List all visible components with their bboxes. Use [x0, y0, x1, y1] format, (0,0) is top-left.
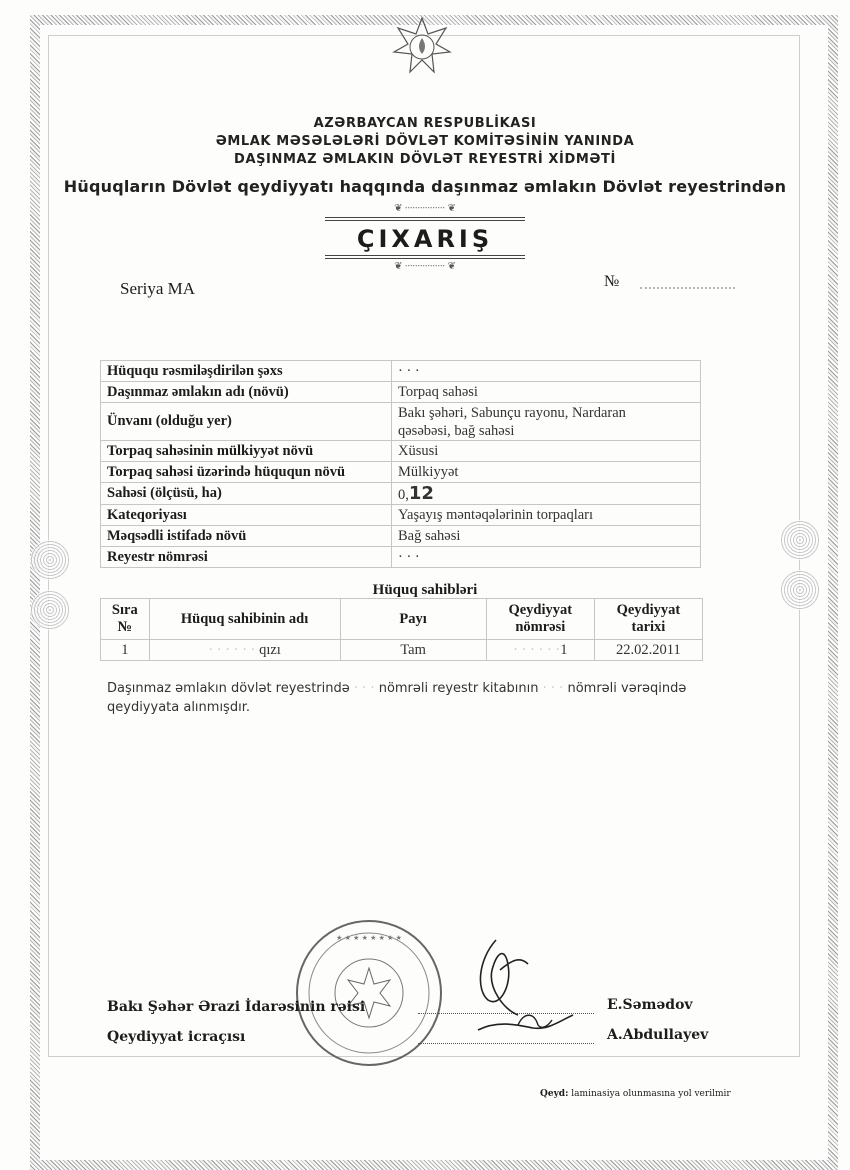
table-row	[101, 526, 701, 547]
signer-name-1: E.Səmədov	[607, 997, 693, 1013]
registration-note: Daşınmaz əmlakın dövlət reyestrində · · · nömrəli reyestr kitabının · · · nömrəli vərəqində qeydiyyata alınmışdır.	[107, 681, 687, 715]
cell-index: 1	[101, 640, 150, 661]
signer-title-2: Qeydiyyat icraçısı	[107, 1029, 246, 1045]
rule	[325, 258, 525, 259]
border-rosette	[780, 520, 820, 560]
document-title: ÇIXARIŞ	[356, 225, 494, 253]
row-value: Bağ sahəsi	[392, 526, 701, 547]
owners-section-title: Hüquq sahibləri	[372, 582, 478, 598]
cell-reg-date: 22.02.2011	[594, 640, 702, 661]
row-label: Sahəsi (ölçüsü, ha)	[101, 483, 392, 505]
row-label: Reyestr nömrəsi	[101, 547, 392, 568]
table-row	[101, 483, 701, 505]
table-row	[101, 547, 701, 568]
signer-name-2: A.Abdullayev	[607, 1027, 709, 1043]
row-label: Torpaq sahəsinin mülkiyyət növü	[101, 441, 392, 462]
table-row	[101, 505, 701, 526]
cell-reg-number: · · · · · ·1	[486, 640, 594, 661]
row-value: · · ·	[392, 361, 701, 382]
row-value: Torpaq sahəsi	[392, 382, 701, 403]
row-label: Məqsədli istifadə növü	[101, 526, 392, 547]
row-label: Hüququ rəsmiləşdirilən şəxs	[101, 361, 392, 382]
table-row	[101, 462, 701, 483]
header-line-1: AZƏRBAYCAN RESPUBLİKASI	[313, 116, 537, 131]
row-value: Xüsusi	[392, 441, 701, 462]
column-header: Qeydiyyat tarixi	[594, 599, 702, 640]
table-header-row	[101, 599, 703, 640]
row-value: Mülkiyyət	[392, 462, 701, 483]
number-label: №	[604, 273, 620, 290]
row-label: Kateqoriyası	[101, 505, 392, 526]
row-label: Torpaq sahəsi üzərində hüququn növü	[101, 462, 392, 483]
column-header: Hüquq sahibinin adı	[149, 599, 340, 640]
rule	[325, 255, 525, 256]
table-row	[101, 441, 701, 462]
document-subtitle: Hüquqların Dövlət qeydiyyatı haqqında daşınmaz əmlakın Dövlət reyestrindən	[63, 177, 787, 196]
cell-share: Tam	[340, 640, 486, 661]
rule	[325, 217, 525, 218]
table-row	[101, 361, 701, 382]
row-label: Ünvanı (olduğu yer)	[101, 403, 392, 441]
rule	[325, 220, 525, 221]
row-label: Daşınmaz əmlakın adı (növü)	[101, 382, 392, 403]
column-header: Sıra №	[101, 599, 150, 640]
column-header: Qeydiyyat nömrəsi	[486, 599, 594, 640]
cell-owner-name: · · · · · · qızı	[149, 640, 340, 661]
owners-table	[100, 598, 703, 661]
header-line-2: ƏMLAK MƏSƏLƏLƏRİ DÖVLƏT KOMİTƏSİNİN YANINDA	[215, 134, 635, 149]
footer-note: Qeyd: laminasiya olunmasına yol verilmir	[540, 1089, 731, 1099]
table-row	[101, 640, 703, 661]
table-row	[101, 382, 701, 403]
row-value: Yaşayış məntəqələrinin torpaqları	[392, 505, 701, 526]
handwritten-mark: 12	[408, 483, 434, 504]
official-seal-icon	[292, 918, 447, 1068]
ornament-top: ❦ ∙∙∙∙∙∙∙∙∙∙∙∙∙∙∙∙ ❦	[394, 203, 456, 214]
title-block	[325, 205, 525, 275]
series-label: Seriya MA	[120, 279, 196, 298]
handwritten-signature-icon	[448, 930, 588, 1045]
property-info-table	[100, 360, 701, 568]
ornament-bottom: ❦ ∙∙∙∙∙∙∙∙∙∙∙∙∙∙∙∙ ❦	[394, 261, 456, 272]
border-rosette	[30, 540, 70, 580]
redacted-number	[640, 287, 735, 289]
state-emblem-icon	[392, 16, 452, 76]
column-header: Payı	[340, 599, 486, 640]
row-value: 0,12	[392, 483, 701, 505]
row-value: · · ·	[392, 547, 701, 568]
svg-text:★ ★ ★ ★ ★ ★ ★ ★: ★ ★ ★ ★ ★ ★ ★ ★	[336, 934, 402, 942]
signer-title-1: Bakı Şəhər Ərazi İdarəsinin rəisi	[107, 999, 366, 1015]
row-value: Bakı şəhəri, Sabunçu rayonu, Nardaran qəsəbəsi, bağ sahəsi	[392, 403, 701, 441]
header-line-3: DAŞINMAZ ƏMLAKIN DÖVLƏT REYESTRİ XİDMƏTİ	[234, 152, 616, 167]
table-row	[101, 403, 701, 441]
